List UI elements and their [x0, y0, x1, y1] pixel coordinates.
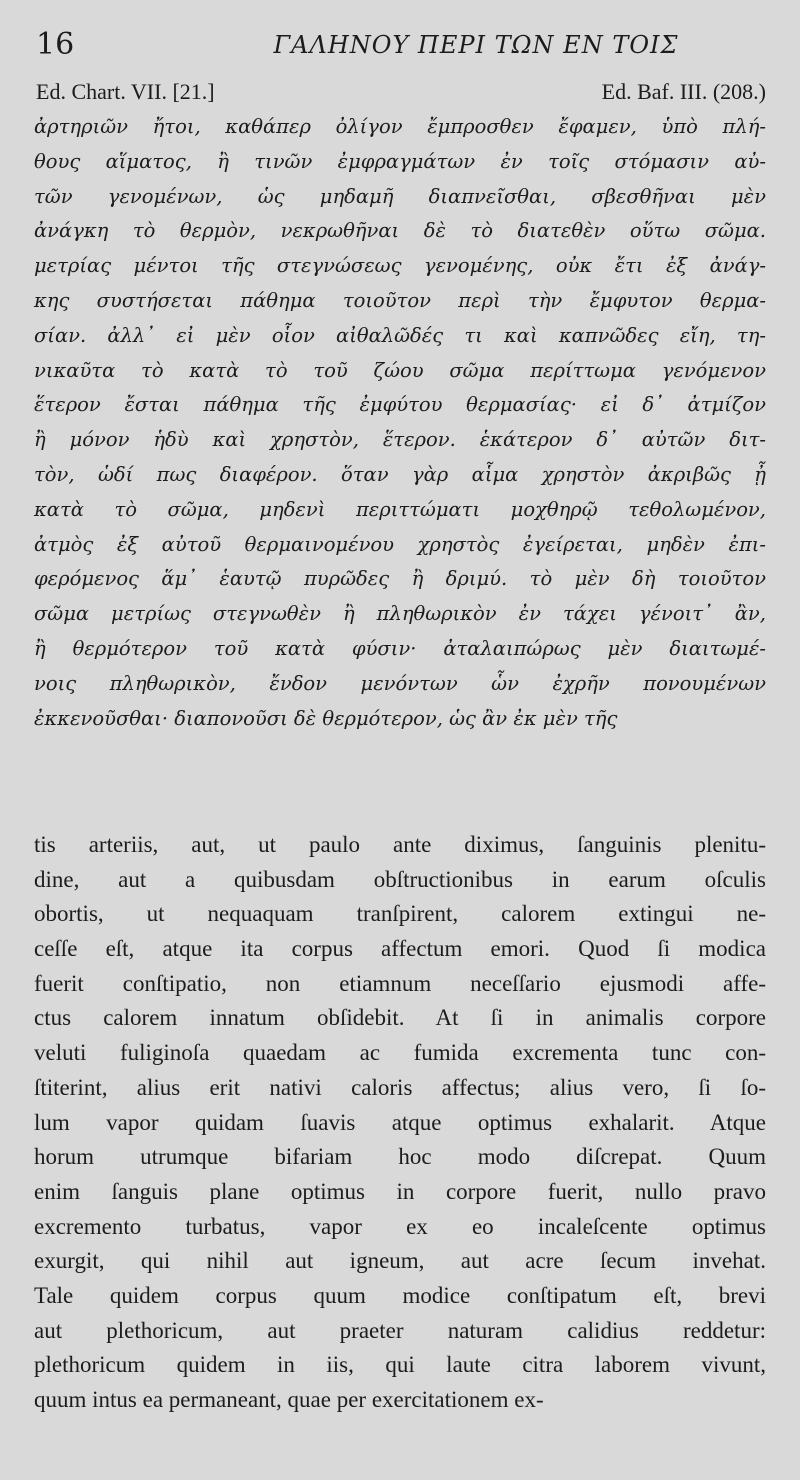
- greek-text-line: ἀνάγκη τὸ θερμὸν, νεκρωθῆναι δὲ τὸ διατεθὲν οὕτω σῶμα.: [34, 219, 766, 243]
- latin-text-line: lum vapor quidam ſuavis atque optimus exhalarit. Atque: [34, 1109, 766, 1135]
- greek-text-line: ἐκκενοῦσθαι· διαπονοῦσι δὲ θερμότερον, ὡς ἂν ἐκ μὲν τῆς: [34, 706, 618, 730]
- latin-text-line: plethoricum quidem in iis, qui laute citra laborem vivunt,: [34, 1352, 766, 1378]
- latin-text-line: fuerit conſtipatio, non etiamnum neceſſario ejusmodi affe-: [34, 970, 766, 996]
- latin-text-line: Tale quidem corpus quum modice conſtipatum eſt, brevi: [34, 1282, 766, 1308]
- greek-text-line: θους αἵματος, ἢ τινῶν ἐμφραγμάτων ἐν τοῖς στόμασιν αὐ-: [34, 149, 766, 173]
- greek-text-line: μετρίας μέντοι τῆς στεγνώσεως γενομένης, οὐκ ἔτι ἐξ ἀνάγ-: [34, 254, 766, 278]
- latin-text-line: ſtiterint, alius erit nativi caloris affectus; alius vero, ſi ſo-: [34, 1074, 766, 1100]
- latin-text-line: dine, aut a quibusdam obſtructionibus in earum oſculis: [34, 866, 766, 892]
- greek-text-line: τὸν, ὡδί πως διαφέρον. ὅταν γὰρ αἷμα χρηστὸν ἀκριβῶς ᾖ: [34, 462, 766, 486]
- greek-text-block: [34, 110, 766, 736]
- latin-text-line: excremento turbatus, vapor ex eo incaleſcente optimus: [34, 1213, 766, 1239]
- page-header: [36, 26, 766, 60]
- latin-text-line: quum intus ea permaneant, quae per exercitationem ex-: [34, 1387, 544, 1412]
- greek-text-line: κης συστήσεται πάθημα τοιοῦτον περὶ τὴν ἔμφυτον θερμα-: [34, 288, 766, 312]
- page-number: 16: [36, 27, 75, 62]
- latin-text-line: tis arteriis, aut, ut paulo ante diximus, ſanguinis plenitu-: [34, 832, 766, 857]
- edition-references: [36, 78, 766, 108]
- edition-basel-reference: Ed. Baf. III. (208.): [601, 79, 766, 104]
- running-title: ΓΑΛΗΝΟΥ ΠΕΡΙ ΤΩΝ ΕΝ ΤΟΙΣ: [273, 31, 679, 59]
- greek-text-line: ἀτμὸς ἐξ αὐτοῦ θερμαινομένου χρηστὸς ἐγείρεται, μηδὲν ἐπι-: [34, 532, 766, 556]
- latin-text-line: exurgit, qui nihil aut igneum, aut acre ſecum invehat.: [34, 1248, 766, 1274]
- edition-chart-reference: Ed. Chart. VII. [21.]: [36, 79, 215, 104]
- latin-text-line: aut plethoricum, aut praeter naturam calidius reddetur:: [34, 1317, 766, 1343]
- latin-text-line: enim ſanguis plane optimus in corpore fuerit, nullo pravo: [34, 1178, 766, 1204]
- latin-text-line: ceſſe eſt, atque ita corpus affectum emori. Quod ſi modica: [34, 936, 766, 962]
- greek-text-line: φερόμενος ἅμ᾽ ἑαυτῷ πυρῶδες ἢ δριμύ. τὸ μὲν δὴ τοιοῦτον: [34, 567, 766, 591]
- latin-text-line: obortis, ut nequaquam tranſpirent, calorem extingui ne-: [34, 901, 766, 927]
- greek-text-line: νοις πληθωρικὸν, ἔνδον μενόντων ὧν ἐχρῆν πονουμένων: [34, 671, 766, 695]
- greek-text-line: σῶμα μετρίως στεγνωθὲν ἢ πληθωρικὸν ἐν τάχει γένοιτ᾽ ἂν,: [34, 602, 766, 626]
- greek-text-line: ἕτερον ἔσται πάθημα τῆς ἐμφύτου θερμασίας· εἰ δ᾽ ἀτμίζον: [34, 393, 766, 417]
- greek-text-line: νικαῦτα τὸ κατὰ τὸ τοῦ ζώου σῶμα περίττωμα γενόμενον: [34, 358, 766, 382]
- greek-text-line: σίαν. ἀλλ᾽ εἰ μὲν οἷον αἰθαλῶδές τι καὶ καπνῶδες εἴη, τη-: [34, 323, 766, 347]
- greek-text-line: τῶν γενομένων, ὡς μηδαμῆ διαπνεῖσθαι, σβεσθῆναι μὲν: [34, 184, 766, 208]
- greek-text-line: ἢ μόνον ἡδὺ καὶ χρηστὸν, ἕτερον. ἑκάτερον δ᾽ αὐτῶν διτ-: [34, 428, 766, 452]
- greek-text-line: κατὰ τὸ σῶμα, μηδενὶ περιττώματι μοχθηρῷ τεθολωμένον,: [34, 497, 766, 521]
- latin-text-line: veluti fuliginoſa quaedam ac fumida excrementa tunc con-: [34, 1040, 766, 1066]
- latin-text-line: horum utrumque bifariam hoc modo diſcrepat. Quum: [34, 1144, 766, 1170]
- greek-text-line: ἀρτηριῶν ἤτοι, καθάπερ ὀλίγον ἔμπροσθεν ἔφαμεν, ὑπὸ πλή-: [34, 115, 766, 138]
- latin-text-line: ctus calorem innatum obſidebit. At ſi in animalis corpore: [34, 1005, 766, 1031]
- greek-text-line: ἢ θερμότερον τοῦ κατὰ φύσιν· ἀταλαιπώρως μὲν διαιτωμέ-: [34, 636, 766, 660]
- latin-text-block: [34, 828, 766, 1418]
